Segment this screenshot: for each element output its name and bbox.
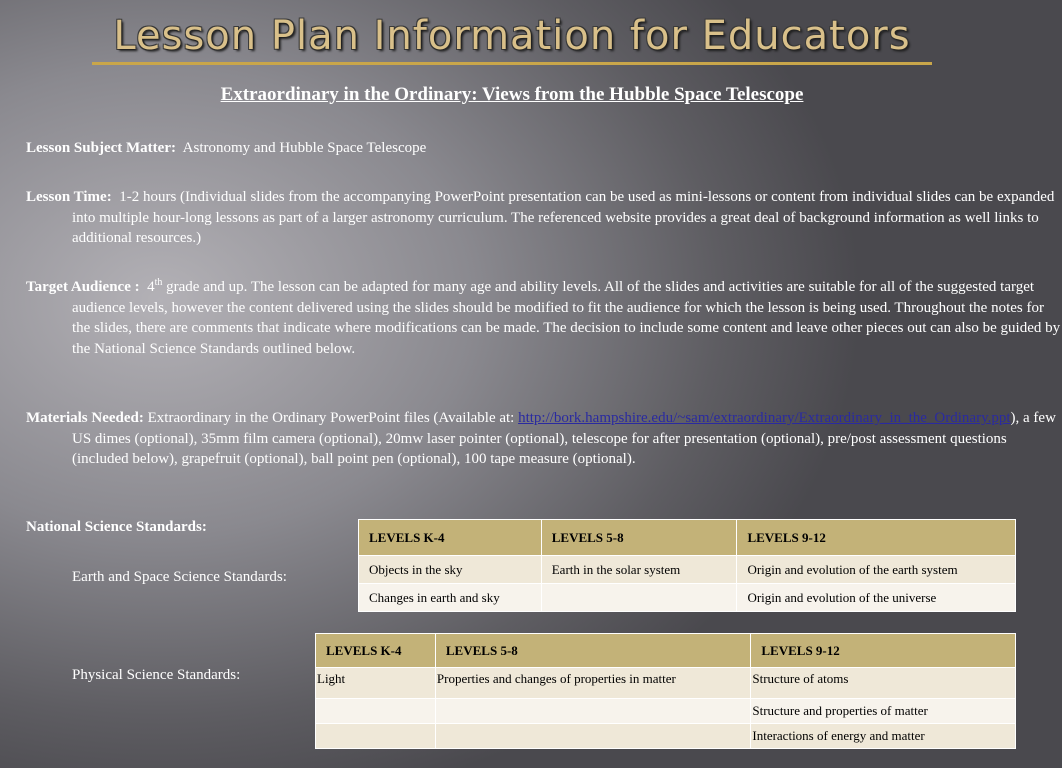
table-cell [316,699,436,724]
table-header-cell: LEVELS 5-8 [541,520,737,556]
materials-link[interactable]: http://bork.hampshire.edu/~sam/extraordinary/Extraordinary_in_the_Ordinary.ppt [518,410,1011,426]
table-header-cell: LEVELS K-4 [359,520,542,556]
materials-rest: ), a few US dimes (optional), 35mm film camera (optional), 20mw laser pointer (optional), telescope for after presentation (optional), pre/post assessment questions (included below), grapefruit (optional), ball point pen (optional), 100 tape measure (optional). [72,410,1056,467]
table-header-cell: LEVELS K-4 [316,634,436,668]
slide-title: Lesson Plan Information for Educators [113,13,911,59]
table-row [316,699,1016,724]
table-header-cell: LEVELS 5-8 [435,634,750,668]
materials-label: Materials Needed: [26,410,144,426]
subject-label: Lesson Subject Matter: [26,140,176,156]
table-header-row [316,634,1016,668]
lesson-subtitle: Extraordinary in the Ordinary: Views from the Hubble Space Telescope [220,84,804,105]
table-header-row [359,520,1016,556]
table-cell: Objects in the sky [359,556,542,584]
earth-standards-table [358,519,1016,612]
standards-heading: National Science Standards: [26,519,207,535]
audience-label: Target Audience : [26,279,140,295]
audience-grade: 4 [147,279,155,295]
audience-paragraph [26,277,1062,359]
table-cell [541,584,737,612]
audience-grade-suffix: th [154,277,163,288]
audience-value: grade and up. The lesson can be adapted for many age and ability levels. All of the slides and activities are suitable for all of the suggested target audience levels, however the content delivered using the slides should be modified to fit the audience for which the lesson is being used. Throughout the notes for the slides, there are comments that indicate where modifications can be made. The decision to include some content and leave other pieces out can also be guided by the National Science Standards outlined below. [72,279,1061,357]
table-header-cell: LEVELS 9-12 [751,634,1016,668]
table-header-cell: LEVELS 9-12 [737,520,1016,556]
subject-value: Astronomy and Hubble Space Telescope [182,140,427,156]
table-cell [316,724,436,749]
table-cell: Properties and changes of properties in matter [435,668,750,699]
table-row [316,724,1016,749]
subject-paragraph [26,138,1062,159]
table-cell: Earth in the solar system [541,556,737,584]
table-cell: Changes in earth and sky [359,584,542,612]
table-cell: Interactions of energy and matter [751,724,1016,749]
physical-standards-table [315,633,1016,749]
table-cell [435,699,750,724]
materials-intro: Extraordinary in the Ordinary PowerPoint files (Available at: [147,410,515,426]
time-value: 1-2 hours (Individual slides from the accompanying PowerPoint presentation can be used as mini-lessons or content from individual slides can be expanded into multiple hour-long lessons as part of a larger astronomy curriculum. The referenced website provides a great deal of background information as well links to additional resources.) [72,189,1055,246]
earth-standards-label: Earth and Space Science Standards: [72,569,287,585]
time-paragraph [26,187,1062,249]
table-cell: Light [316,668,436,699]
table-cell: Structure of atoms [751,668,1016,699]
table-row [359,584,1016,612]
table-row [316,668,1016,699]
table-cell [435,724,750,749]
table-cell: Origin and evolution of the earth system [737,556,1016,584]
title-underline [92,62,932,65]
time-label: Lesson Time: [26,189,112,205]
materials-paragraph [26,408,1062,470]
table-cell: Structure and properties of matter [751,699,1016,724]
table-cell: Origin and evolution of the universe [737,584,1016,612]
physical-standards-label: Physical Science Standards: [72,667,241,683]
table-row [359,556,1016,584]
